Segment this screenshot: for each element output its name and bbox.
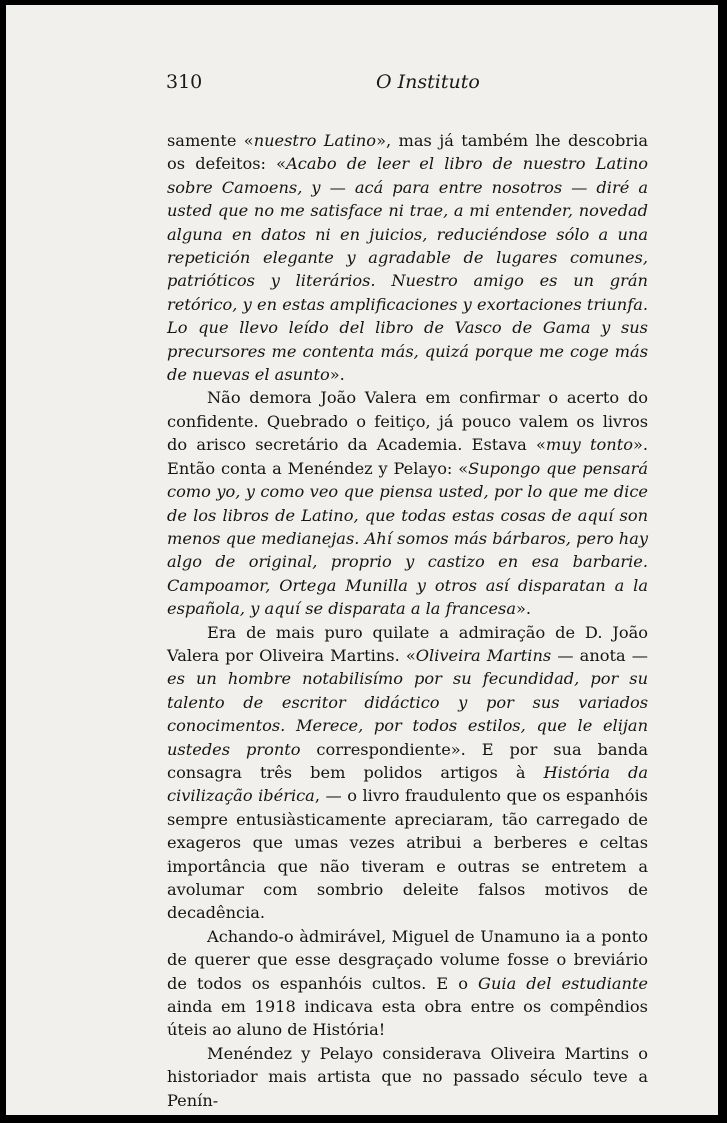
page-header [166, 71, 646, 101]
page-number: 310 [166, 71, 203, 93]
text-run: samente « [167, 131, 254, 150]
italic-text-run: nuestro Latino [253, 131, 377, 150]
text-run: ». Então conta a Menéndez y Pelayo: « [167, 435, 649, 478]
text-run: Era de mais puro quilate a admiração de D. João Valera por Oliveira Martins. « [167, 622, 648, 665]
text-run: Menéndez y Pelayo considerava Oliveira Martins o historiador mais artista que no passado século teve a Penín- [167, 1043, 648, 1110]
book-page [6, 5, 718, 1115]
text-run: », mas já também lhe descobria os defeitos: « [167, 131, 648, 174]
text-run: correspondiente». E por sua banda consagra três bem polidos artigos à [167, 739, 648, 782]
italic-text-run: Acabo de leer el libro de nuestro Latino sobre Camoens, y — acá para entre nosotros — diré a usted que no me satisface ni trae, a mi entender, novedad alguna en datos ni en juicios, reduciéndose sólo a una repetición elegante y agradable de lugares comunes, patrióticos y literários. Nuestro amigo es un grán retórico, y en estas amplificaciones y exortaciones triunfa. Lo que llevo leído del libro de Vasco de Gama y sus precursores me contenta más, quizá porque me coge más de nuevas el asunto [167, 154, 648, 385]
running-title: O Instituto [376, 71, 480, 93]
italic-text-run: muy tonto [545, 435, 633, 455]
italic-text-run: Supongo que pensará como yo, y como veo que piensa usted, por lo que me dice de los libros de Latino, que todas estas cosas de aquí son menos que medianejas. Ahí somos más bárbaros, pero hay algo de original, proprio y castizo en esa barbarie. Campoamor, Ortega Munilla y otros así disparatan a la española, y aquí se disparata a la francesa [167, 458, 648, 619]
paragraph-menendez-pelayo [167, 1042, 648, 1112]
text-run: ainda em 1918 indicava esta obra entre os compêndios úteis ao aluno de História! [167, 997, 648, 1040]
body-text [167, 129, 648, 1112]
italic-text-run: História da civilização ibérica [167, 762, 649, 806]
paragraph-oliveira-martins [167, 621, 648, 925]
text-run: Não demora João Valera em confirmar o acerto do confidente. Quebrado o feitiço, já pouco valem os livros do arisco secretário da Academia. Estava « [167, 388, 648, 455]
text-run: ». [516, 599, 532, 619]
text-run: ». [329, 365, 345, 385]
text-run: — anota — [551, 645, 648, 665]
paragraph-valera-confirms [167, 386, 648, 620]
italic-text-run: Guia del estudiante [478, 973, 648, 993]
paragraph-continuation [167, 129, 648, 386]
italic-text-run: es un hombre notabilisímo por su fecundidad, por su talento de escritor didáctico y por sus variados conocimentos. Merece, por todos estilos, que le elijan ustedes pronto [167, 669, 648, 759]
paragraph-unamuno [167, 925, 648, 1042]
text-run: , — o livro fraudulento que os espanhóis sempre entusiàsticamente apreciaram, tão carregado de exageros que umas vezes atribui a berberes e celtas importância que não tiveram e outras se entretem a avolumar com sombrio deleite falsos motivos de decadência. [167, 786, 648, 923]
text-run: Achando-o àdmirável, Miguel de Unamuno ia a ponto de querer que esse desgraçado volume fosse o breviário de todos os espanhóis cultos. E o [167, 926, 648, 993]
italic-text-run: Oliveira Martins [415, 645, 552, 665]
